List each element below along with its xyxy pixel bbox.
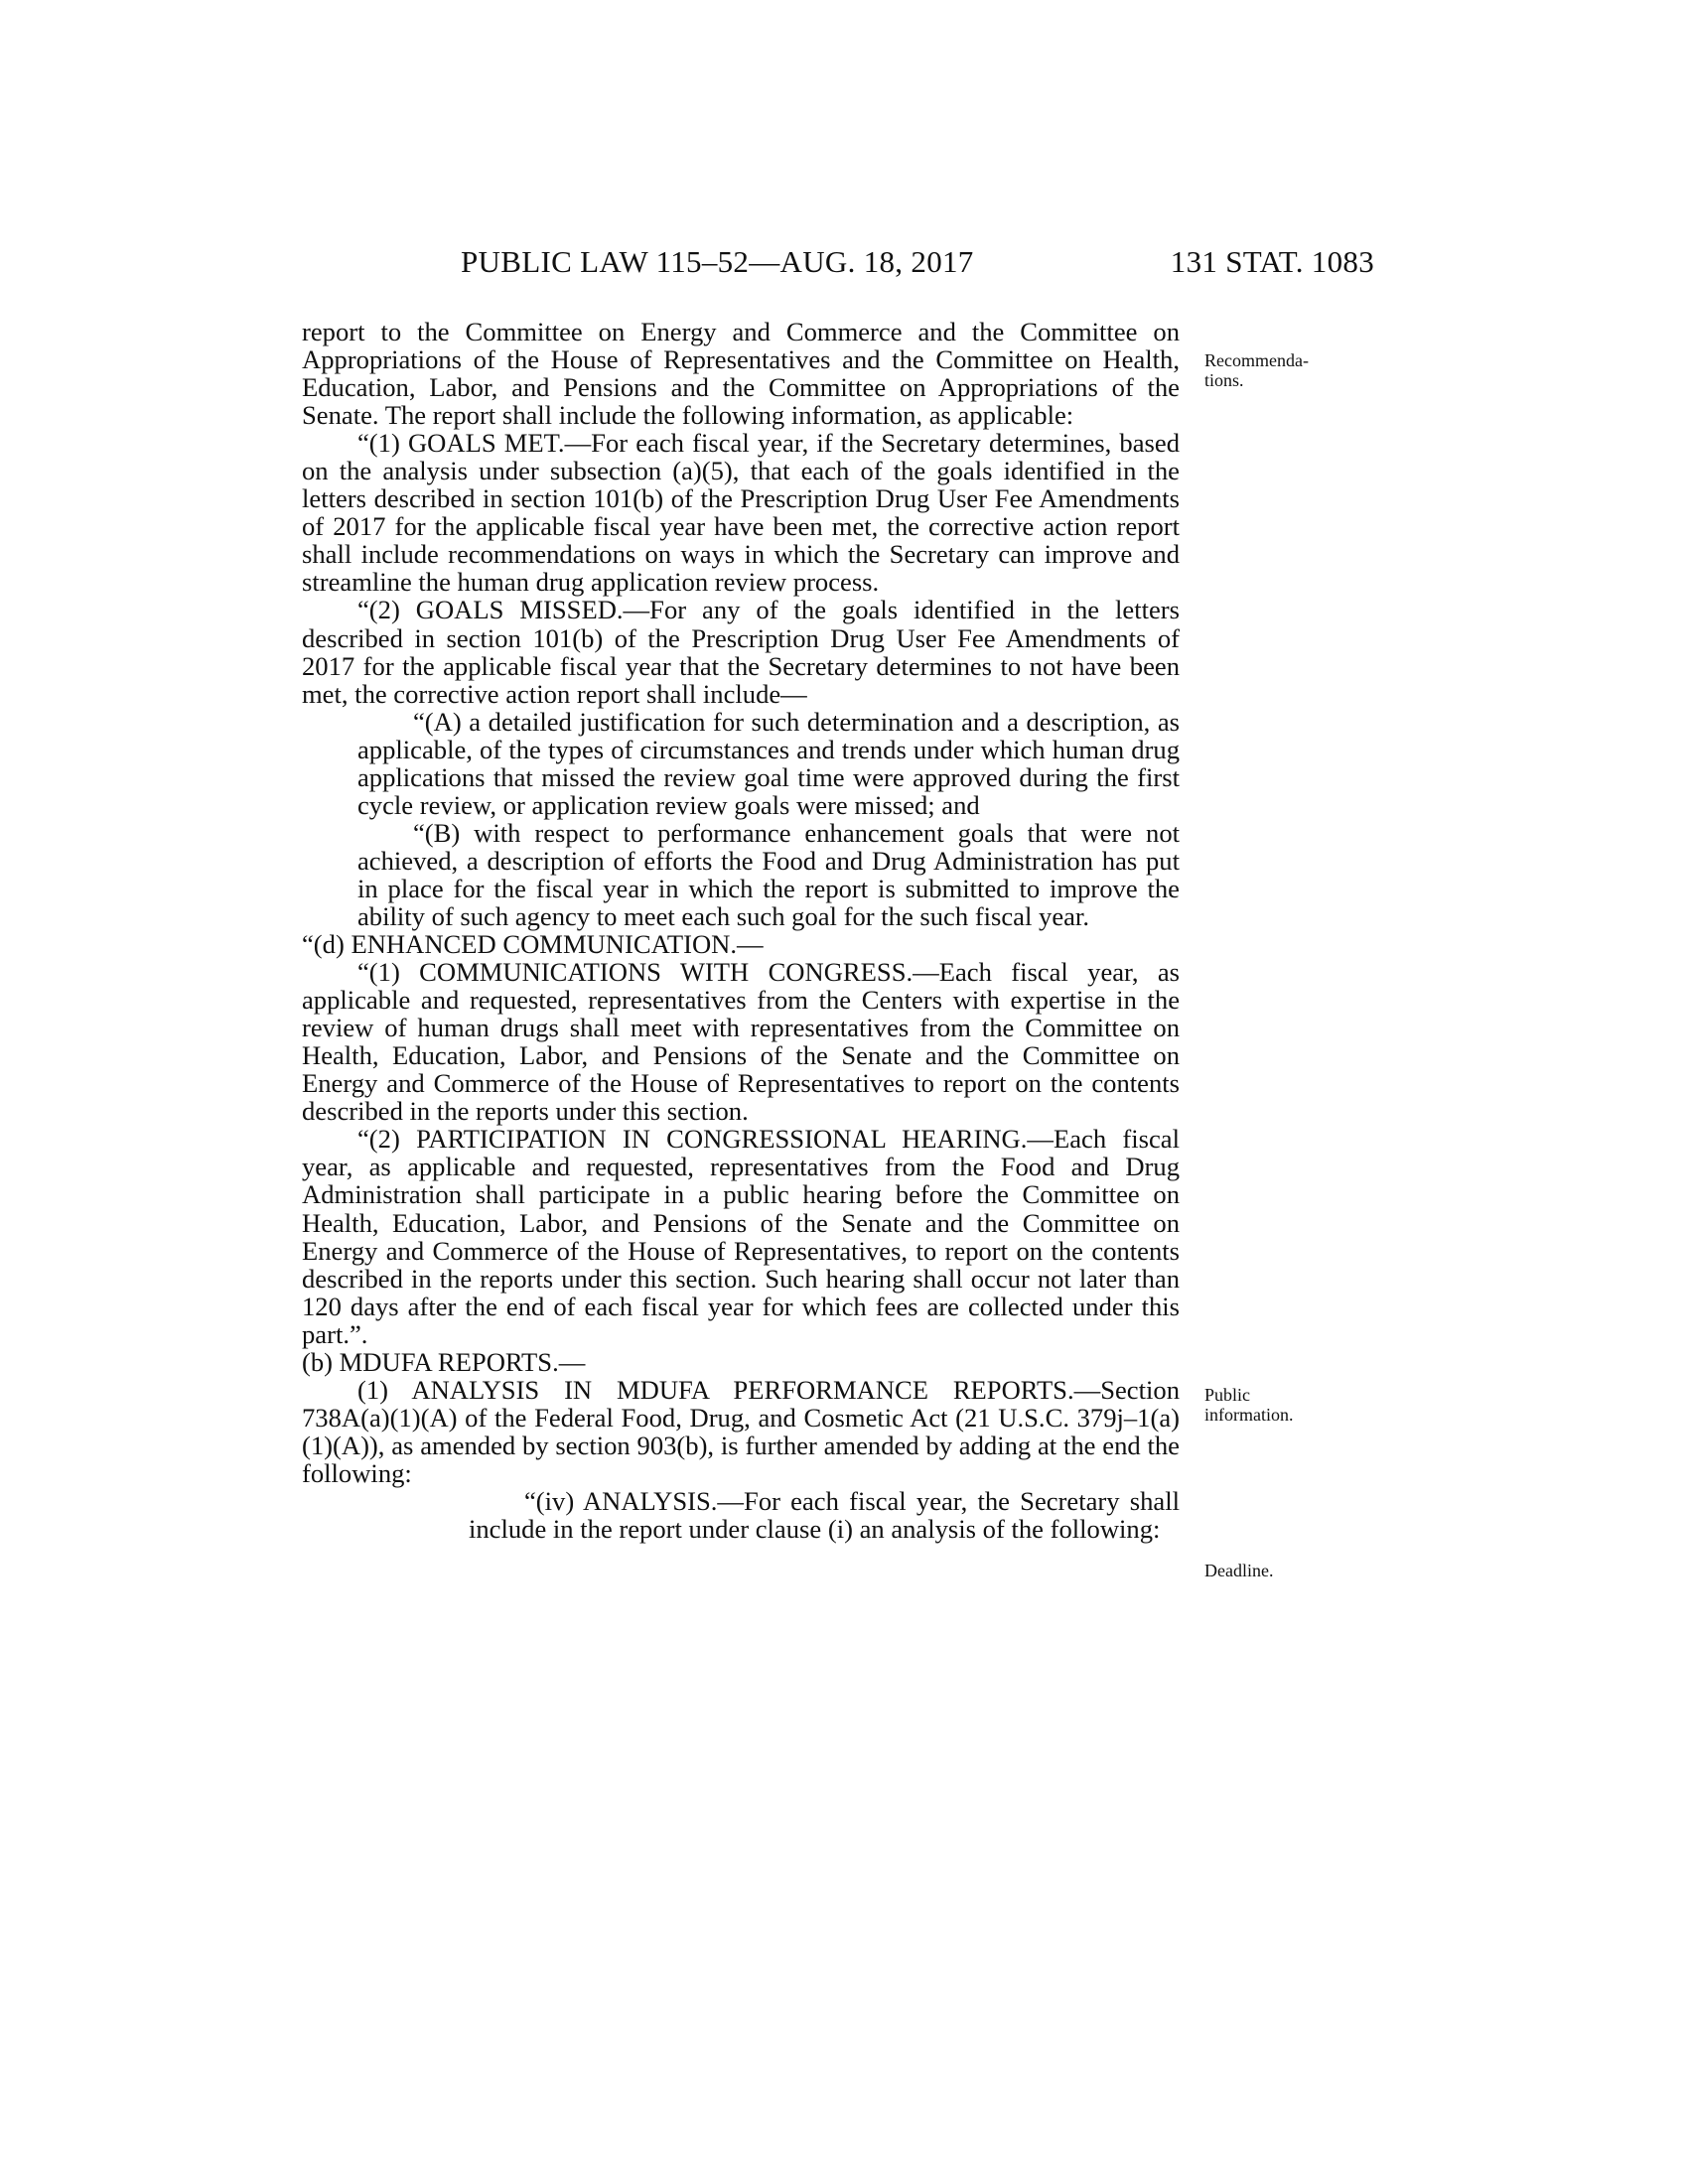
margin-note-public-line2: information. (1204, 1405, 1294, 1425)
document-body (302, 318, 1180, 1543)
public-law-title: PUBLIC LAW 115–52—AUG. 18, 2017 (461, 244, 974, 279)
paragraph-goals-met: “(1) GOALS MET.—For each fiscal year, if the Secretary determines, based on the analysis under subsection (a)(5), that each of the goals identified in the letters described in section 101(b) of the Prescription Drug User Fee Amendments of 2017 for the applicable fiscal year have been met, the corrective action report shall include recommendations on ways in which the Secretary can improve and streamline the human drug application review process. (302, 428, 1180, 598)
margin-note-public-information (1204, 1385, 1353, 1425)
paragraph-subsection-a: “(A) a detailed justification for such determination and a description, as applicable, of the types of circumstances and trends under which human drug applications that missed the review goal time were approved during the first cycle review, or application review goals were missed; and (357, 706, 1180, 820)
paragraph-goals-missed: “(2) GOALS MISSED.—For any of the goals identified in the letters described in section 101(b) of the Prescription Drug User Fee Amendments of 2017 for the applicable fiscal year that the Secretary determines to not have been met, the corrective action report shall include— (302, 595, 1180, 709)
margin-note-public-line1: Public (1204, 1385, 1251, 1405)
page-header (300, 244, 1374, 284)
paragraph-report-intro: report to the Committee on Energy and Commerce and the Committee on Appropriations of the House of Representatives and the Committee on Health, Education, Labor, and Pensions and the Committee on Appropriations of the Senate. The report shall include the following information, as applicable: (302, 317, 1180, 431)
statute-page-number: 131 STAT. 1083 (1170, 244, 1374, 279)
paragraph-enhanced-communication: “(d) ENHANCED COMMUNICATION.— (302, 929, 764, 960)
margin-note-recommendations-line1: Recommenda- (1204, 350, 1309, 370)
paragraph-analysis-mdufa: (1) ANALYSIS IN MDUFA PERFORMANCE REPORTS.—Section 738A(a)(1)(A) of the Federal Food, Drug, and Cosmetic Act (21 U.S.C. 379j–1(a)(1)(A)), as amended by section 903(b), is further amended by adding at the end the following: (302, 1374, 1180, 1488)
paragraph-clause-iv-analysis: “(iv) ANALYSIS.—For each fiscal year, the Secretary shall include in the report under clause (i) an analysis of the following: (469, 1485, 1180, 1545)
paragraph-congressional-hearing: “(2) PARTICIPATION IN CONGRESSIONAL HEARING.—Each fiscal year, as applicable and requested, representatives from the Food and Drug Administration shall participate in a public hearing before the Committee on Health, Education, Labor, and Pensions of the Senate and the Committee on Energy and Commerce of the House of Representatives, to report on the contents described in the reports under this section. Such hearing shall occur not later than 120 days after the end of each fiscal year for which fees are collected under this part.”. (302, 1124, 1180, 1349)
paragraph-mdufa-reports: (b) MDUFA REPORTS.— (302, 1346, 586, 1377)
margin-note-recommendations-line2: tions. (1204, 370, 1244, 390)
margin-note-recommendations (1204, 350, 1353, 390)
paragraph-subsection-b: “(B) with respect to performance enhancement goals that were not achieved, a description of efforts the Food and Drug Administration has put in place for the fiscal year in which the report is submitted to improve the ability of such agency to meet each such goal for the such fiscal year. (357, 817, 1180, 931)
margin-note-deadline (1204, 1561, 1353, 1580)
paragraph-communications-with-congress: “(1) COMMUNICATIONS WITH CONGRESS.—Each fiscal year, as applicable and requested, representatives from the Centers with expertise in the review of human drugs shall meet with representatives from the Committee on Health, Education, Labor, and Pensions of the Senate and the Committee on Energy and Commerce of the House of Representatives to report on the contents described in the reports under this section. (302, 957, 1180, 1127)
margin-note-deadline-text: Deadline. (1204, 1561, 1274, 1580)
